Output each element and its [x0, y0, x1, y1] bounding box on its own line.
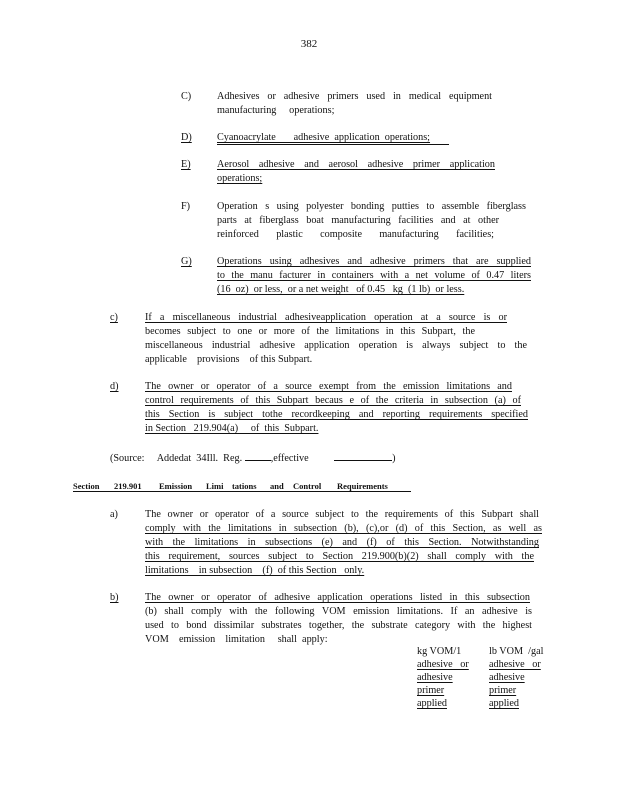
- section-title-part: Limi tations: [206, 481, 257, 491]
- text-line: The owner or operator of a source exempt from the emission limitations and: [145, 381, 512, 392]
- item-c-label: c): [110, 312, 118, 323]
- table-header-line: adhesive: [489, 672, 525, 683]
- text-line: If a miscellaneous industrial adhesiveapplication operation at a source is or: [145, 312, 507, 323]
- section-title-part: Emission: [159, 481, 193, 491]
- table-header-line: kg VOM/1: [417, 646, 462, 657]
- text-line: Cyanoacrylate adhesive application operations;: [217, 131, 449, 145]
- source-prefix: (Source:: [110, 453, 145, 464]
- text-line: The owner or operator of a source subject to the requirements of this Subpart shall: [145, 509, 539, 520]
- section-heading: [73, 479, 411, 492]
- section-item-b-label: b): [110, 592, 119, 603]
- text-line: comply with the limitations in subsection (b), (c),or (d) of this Section, as well as: [145, 523, 542, 534]
- subitem-d-label: D): [181, 132, 192, 143]
- section-title-part: Control: [293, 481, 322, 491]
- text-line: parts at fiberglass boat manufacturing facilities and at other: [217, 215, 499, 226]
- subitem-d-text: [217, 131, 449, 145]
- section-word: Section: [73, 481, 100, 491]
- table-header-line: adhesive or: [417, 659, 469, 670]
- table-header-line: lb VOM /gal: [489, 646, 544, 657]
- item-c-text: [145, 311, 527, 367]
- subitem-e-label: E): [181, 159, 191, 170]
- text-line: The owner or operator of adhesive application operations listed in this subsection: [145, 592, 530, 603]
- text-line: (b) shall comply with the following VOM emission limitations. If an adhesive is: [145, 606, 532, 617]
- text-line: with the limitations in subsections (e) and (f) of this Section. Notwithstanding: [145, 537, 539, 548]
- text-line: miscellaneous industrial adhesive application operation is always subject to the: [145, 340, 527, 351]
- blank-line: [245, 450, 271, 461]
- blank-line: [334, 450, 392, 461]
- item-d-text: [145, 380, 528, 436]
- table-header-line: primer: [417, 685, 445, 696]
- text-line: this requirement, sources subject to Section 219.900(b)(2) shall comply with the: [145, 551, 534, 562]
- table-header-line: applied: [417, 698, 447, 709]
- subitem-f-label: F): [181, 201, 191, 212]
- table-header-kg: [417, 645, 475, 710]
- text-line: this Section is subject tothe recordkeeping and reporting requirements specified: [145, 409, 528, 420]
- text-line: control requirements of this Subpart becaus e of the criteria in subsection (a) of: [145, 395, 521, 406]
- table-header-line: adhesive or: [489, 659, 541, 670]
- subitem-e-text: [217, 158, 495, 186]
- text-line: becomes subject to one or more of the limitations in this Subpart, the: [145, 326, 475, 337]
- table-header-line: primer: [489, 685, 517, 696]
- text-line: manufacturing operations;: [217, 105, 335, 116]
- source-effective: ,effective: [270, 453, 309, 464]
- text-line: in Section 219.904(a) of this Subpart.: [145, 423, 319, 434]
- section-item-b-text: [145, 591, 532, 647]
- text-line: Adhesives or adhesive primers used in medical equipment: [217, 91, 492, 102]
- text-line: reinforced plastic composite manufacturing facilities;: [217, 229, 494, 240]
- section-item-a-text: [145, 508, 542, 578]
- section-item-a-label: a): [110, 509, 118, 520]
- text-line: Operations using adhesives and adhesive primers that are supplied: [217, 256, 531, 267]
- subitem-f-text: [217, 200, 526, 242]
- section-title-part: and: [270, 481, 284, 491]
- page-number: 382: [300, 38, 318, 50]
- table-header-lb: [489, 645, 547, 710]
- subitem-c-text: [217, 90, 492, 118]
- text-line: (16 oz) or less, or a net weight of 0.45 kg (1 lb) or less.: [217, 284, 465, 295]
- text-line: Aerosol adhesive and aerosol adhesive primer application: [217, 159, 495, 170]
- text-line: limitations in subsection (f) of this Section only.: [145, 565, 365, 576]
- text-line: applicable provisions of this Subpart.: [145, 354, 313, 365]
- subitem-g-label: G): [181, 256, 192, 267]
- source-text: Addedat 34Ill. Reg.: [156, 453, 243, 464]
- item-d-label: d): [110, 381, 119, 392]
- text-line: VOM emission limitation shall apply:: [145, 634, 328, 645]
- table-header-line: applied: [489, 698, 519, 709]
- text-line: operations;: [217, 173, 263, 184]
- text-line: Operation s using polyester bonding putties to assemble fiberglass: [217, 201, 526, 212]
- section-id: 219.901: [114, 481, 142, 491]
- source-line: [110, 450, 396, 466]
- section-title-part: Requirements: [337, 481, 388, 491]
- table-header-line: adhesive: [417, 672, 453, 683]
- text-line: to the manu facturer in containers with a net volume of 0.47 liters: [217, 270, 531, 281]
- subitem-c-label: C): [181, 91, 192, 102]
- source-close: ): [392, 453, 396, 464]
- subitem-g-text: [217, 255, 531, 297]
- text-line: used to bond dissimilar substrates together, the substrate category with the highest: [145, 620, 532, 631]
